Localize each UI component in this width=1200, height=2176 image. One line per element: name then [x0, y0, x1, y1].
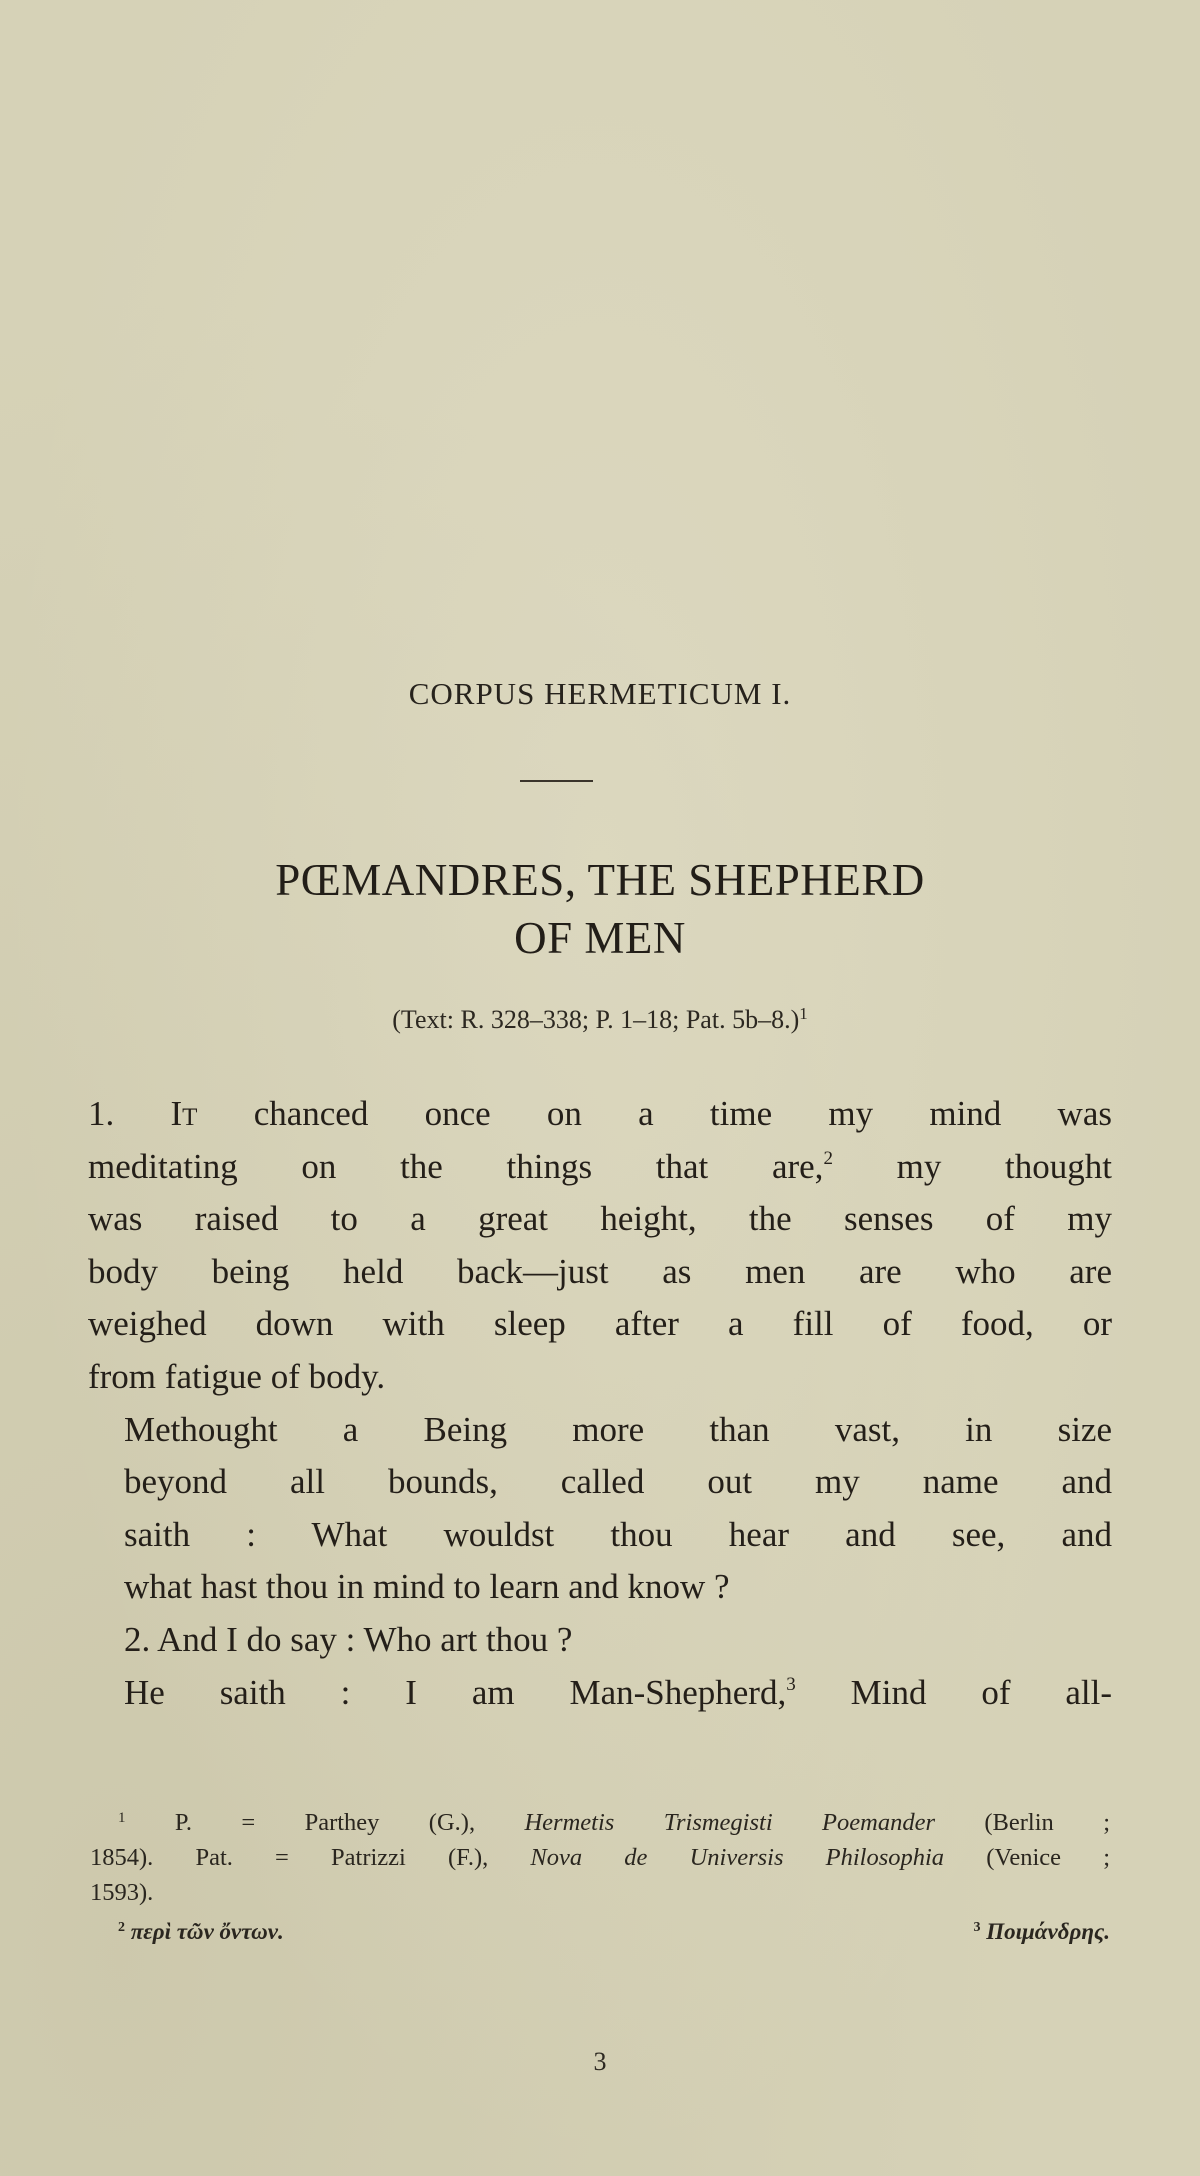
- page-number: 3: [593, 2047, 607, 2076]
- section-number-1: 1.: [88, 1094, 115, 1133]
- footnote-1-line-1: [90, 1805, 1110, 1840]
- footnotes: [90, 1805, 1110, 1950]
- line-text: my thought: [832, 1146, 1112, 1186]
- footnote-3-mark: 3: [973, 1920, 981, 1935]
- footnote-1-line-3: 1593).: [90, 1879, 154, 1906]
- corpus-heading: CORPUS HERMETICUM I.: [408, 676, 792, 711]
- paragraph-1-line-5: weighed down with sleep after a fill of food, or: [88, 1304, 1112, 1344]
- paragraph-4-line-1: [88, 1667, 1112, 1720]
- paragraph-2-line-1: Methought a Being more than vast, in size: [124, 1409, 1112, 1449]
- footnote-text: 1854). Pat. = Patrizzi (F.),: [90, 1844, 531, 1871]
- paragraph-2: [88, 1404, 1112, 1614]
- body-text: [88, 1088, 1112, 1719]
- page-title: [0, 851, 1200, 967]
- paragraph-1: [88, 1088, 1112, 1404]
- title-line-2: OF MEN: [514, 913, 686, 963]
- small-caps-lead: It: [170, 1094, 198, 1133]
- paragraph-2-line-3: saith : What wouldst thou hear and see, and: [124, 1514, 1112, 1554]
- footnote-text: (Berlin ;: [934, 1809, 1110, 1836]
- footnote-row-2-3: [90, 1910, 1110, 1950]
- paragraph-3-line-1: 2. And I do say : Who art thou ?: [124, 1619, 573, 1659]
- heading-rule-divider: [520, 780, 593, 782]
- footnote-3: [973, 1914, 1110, 1949]
- text-reference: [0, 1004, 1200, 1035]
- paragraph-1-line-1: [88, 1088, 1112, 1141]
- footnote-1-mark: 1: [118, 1810, 126, 1826]
- line-text: He saith : I am Man-Shepherd,: [124, 1672, 787, 1712]
- paragraph-1-line-3: was raised to a great height, the senses of my: [88, 1199, 1112, 1239]
- paragraph-2-line-4: what hast thou in mind to learn and know ?: [124, 1567, 730, 1607]
- footnote-title-italic: Hermetis Trismegisti Poemander: [524, 1809, 935, 1836]
- footnote-text: (Venice ;: [944, 1844, 1111, 1871]
- footnote-title-italic: Nova de Universis Philosophia: [530, 1844, 945, 1871]
- footnote-1-line-2: [90, 1840, 1110, 1875]
- footnote-2-mark: 2: [118, 1920, 125, 1935]
- footnote-marker-1: 1: [799, 1004, 808, 1023]
- line-text: chanced once on a time my mind was: [253, 1094, 1112, 1133]
- paragraph-2-line-2: beyond all bounds, called out my name and: [124, 1462, 1112, 1502]
- paragraph-1-line-4: body being held back—just as men are who are: [88, 1251, 1112, 1291]
- footnote-marker-3: 3: [786, 1673, 796, 1695]
- footnote-2-greek: περὶ τῶν ὄντων.: [125, 1919, 284, 1944]
- paragraph-3: [88, 1614, 1112, 1667]
- paragraph-1-line-2: [88, 1141, 1112, 1194]
- paragraph-4: [88, 1667, 1112, 1720]
- footnote-text: P. = Parthey (G.),: [125, 1809, 525, 1836]
- footnote-2: [118, 1914, 284, 1949]
- line-text: meditating on the things that are,: [88, 1146, 824, 1186]
- text-reference-label: (Text: R. 328–338; P. 1–18; Pat. 5b–8.): [392, 1005, 800, 1034]
- footnote-marker-2: 2: [823, 1147, 833, 1169]
- footnote-3-greek: Ποιμάνδρης.: [980, 1919, 1110, 1944]
- line-text: Mind of all-: [795, 1672, 1112, 1712]
- title-line-1: PŒMANDRES, THE SHEPHERD: [275, 855, 925, 905]
- paragraph-1-line-6: from fatigue of body.: [88, 1356, 386, 1396]
